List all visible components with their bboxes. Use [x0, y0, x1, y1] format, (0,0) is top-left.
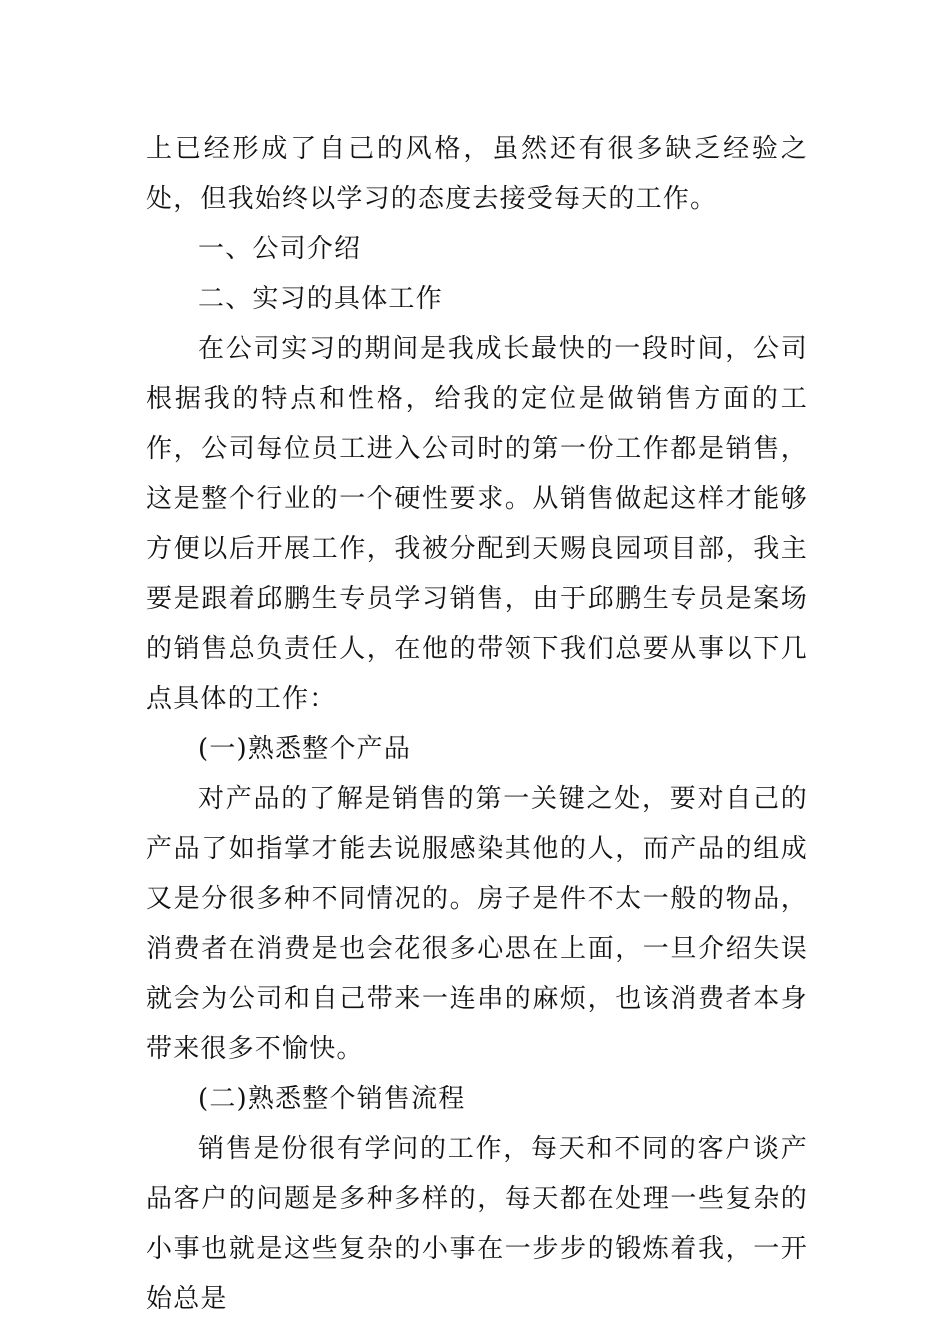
paragraph-sales-work: 销售是份很有学问的工作，每天和不同的客户谈产品客户的问题是多种多样的，每天都在处理一些复杂的小事也就是这些复杂的小事在一步步的锻炼着我，一开始总是 [146, 1134, 808, 1314]
section-heading-internship-work: 二、实习的具体工作 [198, 284, 443, 314]
subheading-know-product: (一)熟悉整个产品 [198, 734, 412, 764]
section-heading-company-intro: 一、公司介绍 [198, 234, 362, 264]
paragraph-continuation: 上已经形成了自己的风格，虽然还有很多缺乏经验之处，但我始终以学习的态度去接受每天的工作。 [146, 134, 808, 214]
subheading-sales-process: (二)熟悉整个销售流程 [198, 1084, 466, 1114]
paragraph-product-knowledge: 对产品的了解是销售的第一关键之处，要对自己的产品了如指掌才能去说服感染其他的人，而产品的组成又是分很多种不同情况的。房子是件不太一般的物品，消费者在消费是也会花很多心思在上面，一旦介绍失误就会为公司和自己带来一连串的麻烦，也该消费者本身带来很多不愉快。 [146, 784, 808, 1064]
paragraph-internship-period: 在公司实习的期间是我成长最快的一段时间，公司根据我的特点和性格，给我的定位是做销售方面的工作，公司每位员工进入公司时的第一份工作都是销售，这是整个行业的一个硬性要求。从销售做起这样才能够方便以后开展工作，我被分配到天赐良园项目部，我主要是跟着邱鹏生专员学习销售，由于邱鹏生专员是案场的销售总负责任人，在他的带领下我们总要从事以下几点具体的工作： [146, 334, 808, 714]
document-body [146, 124, 808, 1324]
